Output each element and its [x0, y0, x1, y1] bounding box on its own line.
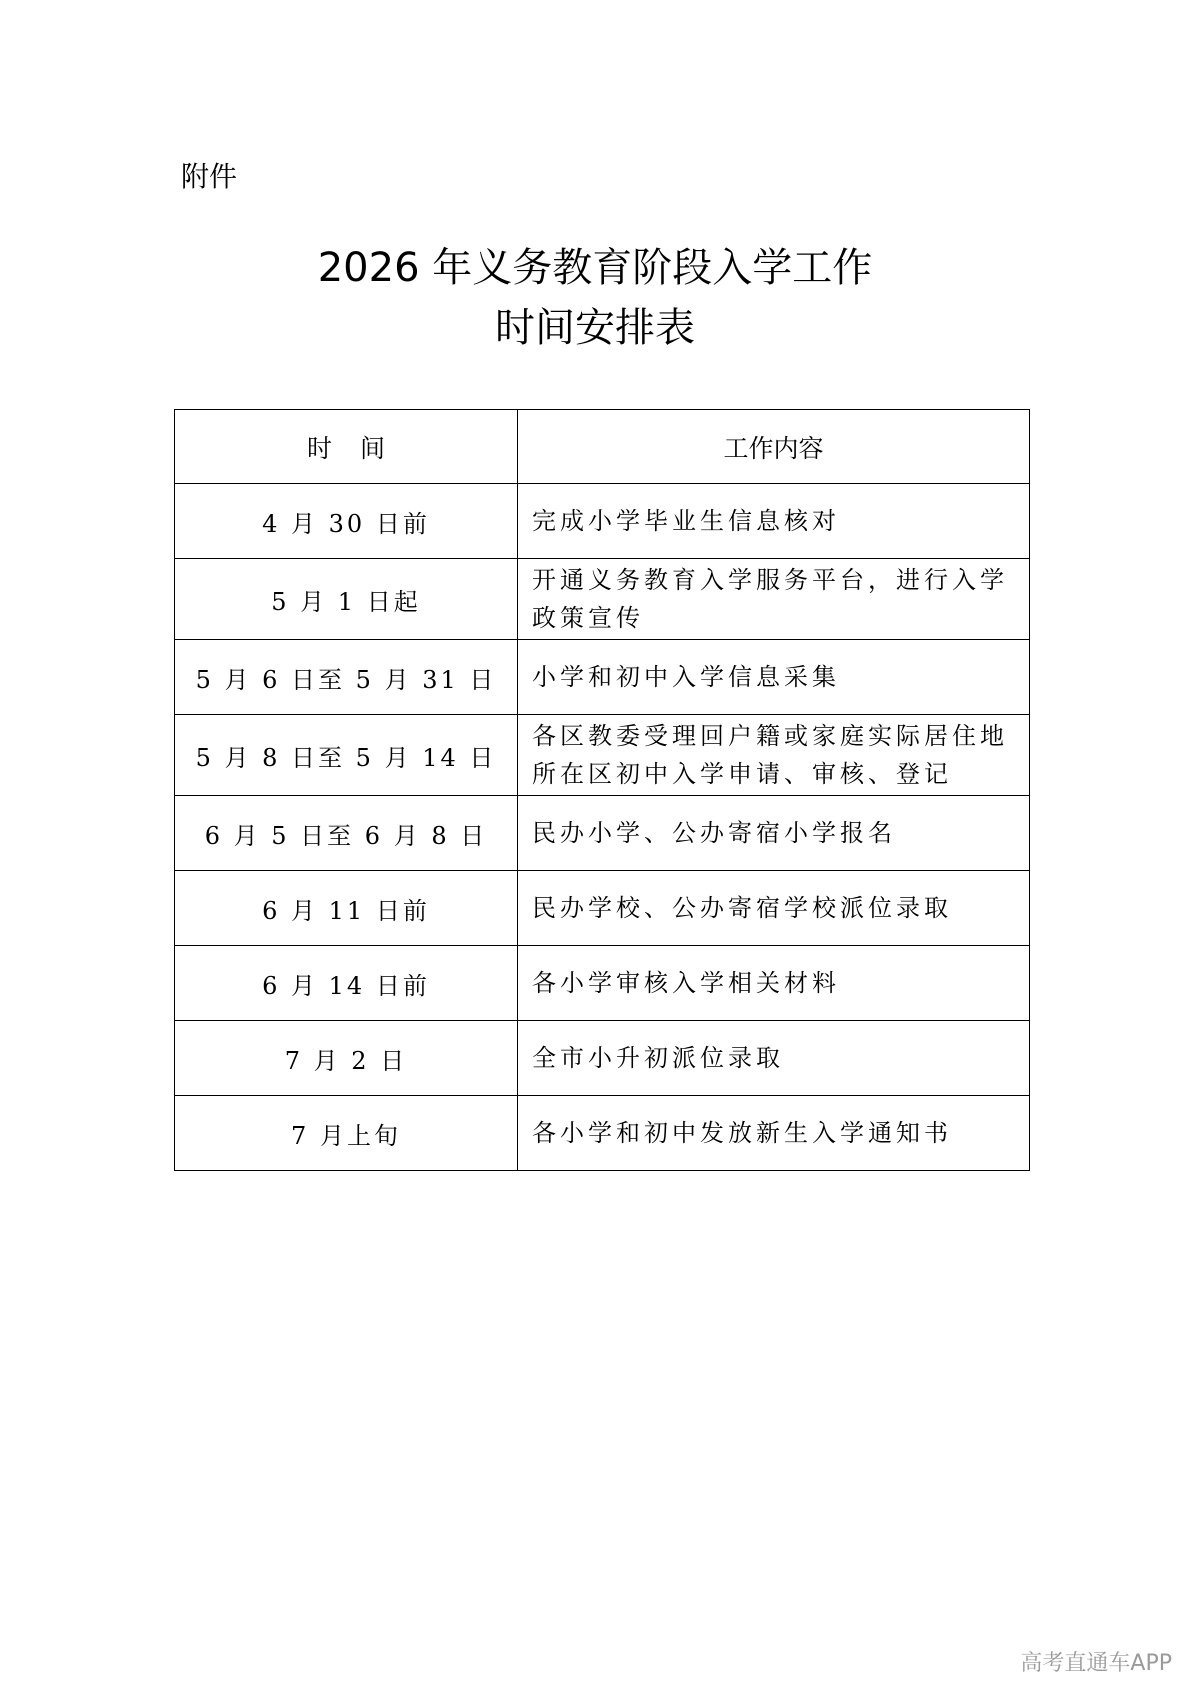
- time-cell: 5 月 6 日至 5 月 31 日: [175, 640, 518, 715]
- task-cell: 各小学审核入学相关材料: [518, 946, 1030, 1021]
- task-cell: 全市小升初派位录取: [518, 1021, 1030, 1096]
- schedule-table: [174, 409, 1030, 1171]
- table-row: [175, 871, 1030, 946]
- time-cell: 4 月 30 日前: [175, 484, 518, 559]
- time-cell: 6 月 11 日前: [175, 871, 518, 946]
- table-row: [175, 559, 1030, 640]
- attachment-label: 附件: [181, 160, 238, 193]
- task-cell: 各小学和初中发放新生入学通知书: [518, 1096, 1030, 1171]
- time-cell: 6 月 5 日至 6 月 8 日: [175, 796, 518, 871]
- table-row: [175, 484, 1030, 559]
- table-row: [175, 1096, 1030, 1171]
- table-row: [175, 715, 1030, 796]
- document-title-line1: 2026 年义务教育阶段入学工作: [317, 245, 873, 291]
- task-cell: 民办小学、公办寄宿小学报名: [518, 796, 1030, 871]
- document-title-line2: 时间安排表: [495, 305, 695, 351]
- table-row: [175, 796, 1030, 871]
- task-cell: 民办学校、公办寄宿学校派位录取: [518, 871, 1030, 946]
- time-cell: 7 月 2 日: [175, 1021, 518, 1096]
- time-cell: 7 月上旬: [175, 1096, 518, 1171]
- time-cell: 6 月 14 日前: [175, 946, 518, 1021]
- time-cell: 5 月 1 日起: [175, 559, 518, 640]
- table-row: [175, 1021, 1030, 1096]
- time-cell: 5 月 8 日至 5 月 14 日: [175, 715, 518, 796]
- task-cell: 各区教委受理回户籍或家庭实际居住地所在区初中入学申请、审核、登记: [518, 715, 1030, 796]
- watermark: 高考直通车APP: [1020, 1651, 1172, 1676]
- table-header-row: [175, 410, 1030, 484]
- table-row: [175, 946, 1030, 1021]
- task-cell: 小学和初中入学信息采集: [518, 640, 1030, 715]
- time-column-header: 时间: [175, 410, 518, 484]
- task-column-header: 工作内容: [518, 410, 1030, 484]
- table-row: [175, 640, 1030, 715]
- task-cell: 完成小学毕业生信息核对: [518, 484, 1030, 559]
- task-cell: 开通义务教育入学服务平台，进行入学政策宣传: [518, 559, 1030, 640]
